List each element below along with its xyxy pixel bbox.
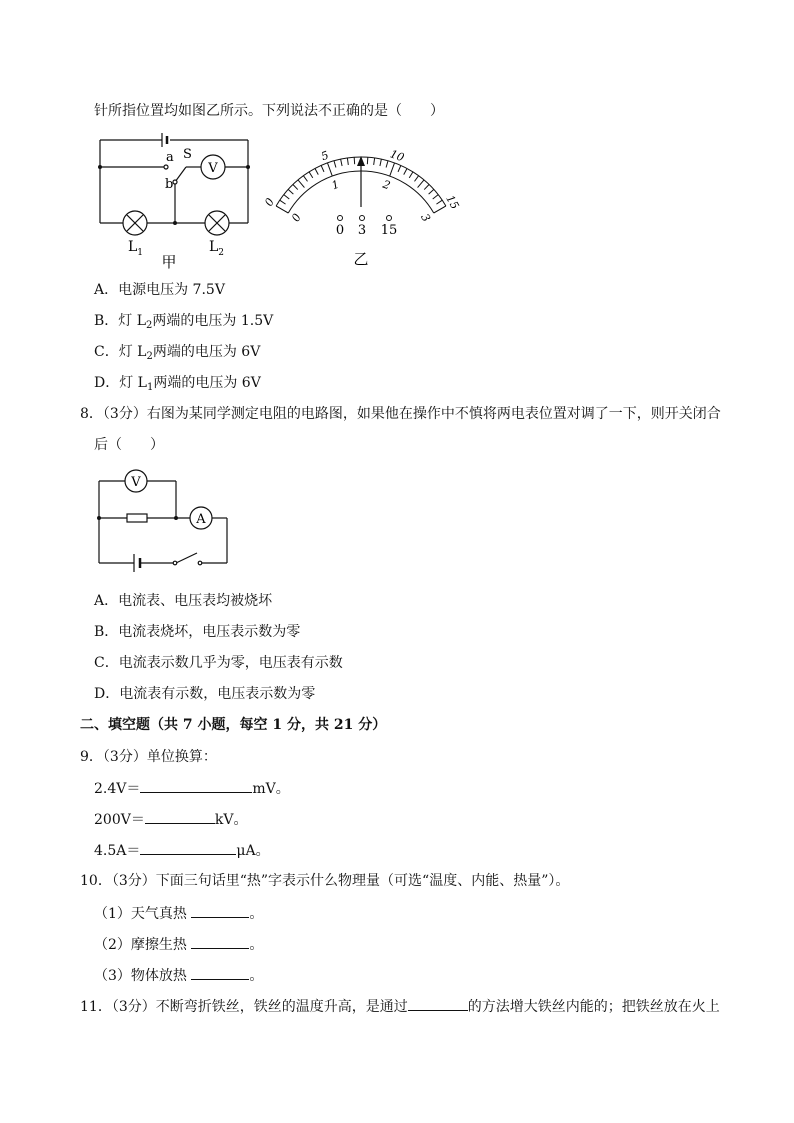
- q10-item-2: （2）摩擦生热 。: [94, 937, 264, 953]
- dial-upper-scale-label: 10: [388, 147, 406, 165]
- q10-item-3: （3）物体放热 。: [94, 968, 264, 984]
- q8-option-a: A．电流表、电压表均被烧坏: [94, 593, 273, 609]
- dial-tick: [374, 158, 375, 165]
- ammeter-label: A: [196, 512, 206, 527]
- dial-tick: [433, 195, 439, 199]
- dial-tick: [380, 159, 381, 166]
- dial-tick: [327, 163, 332, 176]
- dial-tick: [347, 158, 348, 165]
- dial-tick: [288, 189, 293, 194]
- dial-tick: [298, 180, 304, 188]
- q10-item-1: （1）天气真热 。: [94, 906, 264, 922]
- lamp-2-label: $L_2$: [209, 239, 225, 258]
- terminal-label: 0: [335, 223, 345, 238]
- dial-tick: [276, 206, 288, 213]
- dial-tick: [434, 206, 446, 213]
- answer-blank[interactable]: [140, 841, 236, 855]
- answer-blank[interactable]: [408, 997, 468, 1011]
- terminal-label: 3: [357, 223, 367, 238]
- dial-tick: [293, 185, 298, 190]
- dial-upper-scale-label: 0: [262, 195, 278, 209]
- switch-label-b: b: [165, 177, 174, 192]
- q9-line-1: 2.4V＝ mV。: [94, 781, 290, 797]
- figure-caption-jia: 甲: [161, 253, 177, 271]
- dial-tick: [398, 165, 401, 171]
- dial-tick: [409, 172, 413, 178]
- dial-lower-scale-label: 0: [289, 211, 304, 225]
- figure-caption-yi: 乙: [353, 250, 369, 268]
- voltmeter-dial-figure-yi: [262, 130, 462, 275]
- q8-option-b: B．电流表烧坏，电压表示数为零: [94, 624, 301, 640]
- answer-blank[interactable]: [191, 966, 249, 980]
- dial-upper-scale-label: 15: [443, 192, 462, 212]
- section-2-title: 二、填空题（共 7 小题，每空 1 分，共 21 分）: [80, 717, 387, 733]
- q7-option-c: C．灯 $L_2$两端的电压为 6V: [94, 344, 261, 362]
- dial-tick: [280, 200, 286, 204]
- dial-tick: [404, 168, 407, 174]
- answer-blank[interactable]: [140, 779, 252, 793]
- q8-stem-line-2: 后（ ）: [94, 437, 164, 453]
- question-7-stem-continuation: 针所指位置均如图乙所示。下列说法不正确的是（ ）: [94, 103, 444, 119]
- dial-tick: [436, 200, 442, 204]
- dial-lower-scale-label: 1: [330, 177, 342, 193]
- terminal-label: 15: [380, 223, 398, 238]
- q9-stem: 9．（3分）单位换算：: [80, 749, 217, 765]
- dial-tick: [390, 163, 395, 176]
- resistance-measurement-circuit: [94, 466, 234, 578]
- voltmeter-label: V: [131, 475, 141, 490]
- q8-option-c: C．电流表示数几乎为零，电压表有示数: [94, 655, 343, 671]
- q8-stem-line-1: 8．（3分）右图为某同学测定电阻的电路图，如果他在操作中不慎将两电表位置对调了一下，则开关闭合: [80, 406, 721, 422]
- q7-option-d: D．灯 $L_1$两端的电压为 6V: [94, 375, 261, 393]
- lamp-1-label: $L_1$: [128, 239, 144, 258]
- dial-tick: [386, 161, 388, 168]
- dial-tick: [321, 165, 324, 171]
- q7-option-b: B．灯 $L_2$两端的电压为 1.5V: [94, 313, 274, 331]
- dial-lower-scale-label: 2: [380, 177, 392, 193]
- q9-line-2: 200V＝ kV。: [94, 812, 248, 828]
- dial-tick: [424, 185, 429, 190]
- dial-upper-scale-label: 5: [319, 148, 331, 164]
- dial-tick: [303, 176, 307, 182]
- q11-stem: 11．（3分）不断弯折铁丝，铁丝的温度升高，是通过 的方法增大铁丝内能的；把铁丝放在火上: [80, 999, 720, 1015]
- switch-label-s: S: [183, 147, 192, 162]
- dial-tick: [334, 161, 336, 168]
- dial-tick: [341, 159, 342, 166]
- q9-line-3: 4.5A＝ μA。: [94, 843, 270, 859]
- answer-blank[interactable]: [145, 810, 215, 824]
- dial-lower-scale-label: 3: [418, 211, 433, 225]
- switch-label-a: a: [166, 150, 174, 165]
- q8-option-d: D．电流表有示数，电压表示数为零: [94, 686, 316, 702]
- dial-tick: [284, 195, 290, 199]
- dial-tick: [315, 168, 318, 174]
- dial-tick: [429, 189, 434, 194]
- voltmeter-label: V: [208, 161, 218, 176]
- answer-blank[interactable]: [191, 904, 249, 918]
- q10-stem: 10．（3分）下面三句话里“热”字表示什么物理量（可选“温度、内能、热量”）。: [80, 873, 570, 889]
- dial-tick: [414, 176, 418, 182]
- q7-option-a: A．电源电压为 7.5V: [94, 282, 225, 298]
- answer-blank[interactable]: [191, 935, 249, 949]
- dial-tick: [418, 180, 424, 188]
- circuit-figure-jia: [88, 126, 268, 271]
- dial-tick: [309, 172, 313, 178]
